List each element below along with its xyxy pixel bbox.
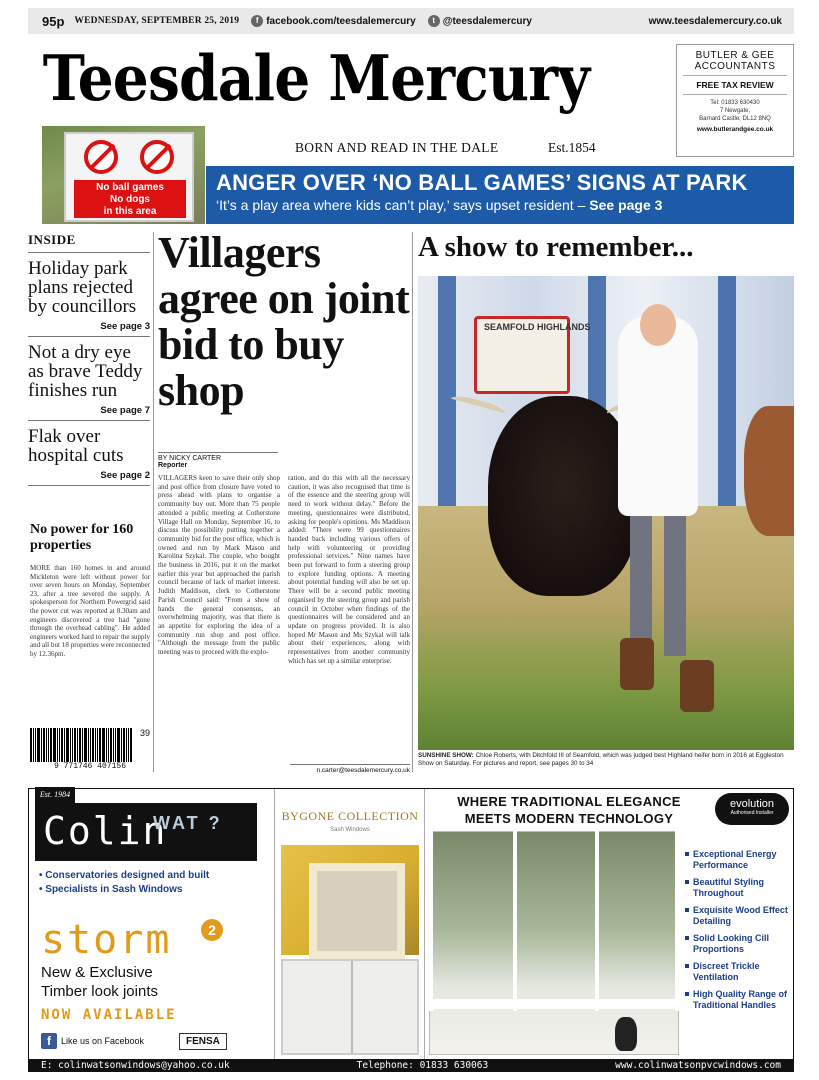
sign-board: [64, 132, 194, 222]
window-photo: [429, 831, 679, 1055]
barcode-bar: [126, 728, 127, 762]
fensa-logo: FENSA: [179, 1033, 227, 1050]
show-board-text: SEAMFOLD HIGHLANDS: [484, 322, 591, 332]
barcode-bar: [92, 728, 94, 762]
banner-see-page: See page 3: [589, 197, 663, 213]
barcode-bar: [121, 728, 122, 762]
barcode-bar: [113, 728, 114, 762]
sign-text: No ball games No dogs in this area: [74, 180, 186, 218]
story-column: ration, and do this with all the necessary caution, it was also recognised that time is of the essence and the steering group will need to work without delay." Before the meeting, questionnaires were distributed, asking for people's opinions. Ms Maddison added: "There were 99 questionnaires handed back including various offers of help with volunteering or providing professional services." Nine names have been put forward to form a steering group to explore funding options. A meeting about potential funding will also be set up. There will be a second public meeting organised by the steering group and parish council in October when findings of the questionnaires will be considered and an update on progress provided. It is also hoped Mr Mason and Ms Szykal will talk about their experiences, along with representatives from another community which has set up a similar enterprise.: [288, 474, 410, 665]
barcode-bar: [102, 728, 105, 762]
advert-bullets: • Conservatories designed and built • Specialists in Sash Windows: [39, 870, 210, 895]
barcode-bar: [74, 728, 76, 762]
lead-banner[interactable]: [206, 166, 794, 224]
twitter-icon: t: [428, 15, 440, 27]
website-link[interactable]: www.teesdalemercury.co.uk: [648, 15, 782, 27]
barcode-bar: [95, 728, 96, 762]
est-badge: Est. 1984: [35, 787, 75, 803]
barcode-bar: [66, 728, 69, 762]
barcode-bar: [82, 728, 83, 762]
barcode: [30, 728, 150, 776]
byline-role: Reporter: [158, 462, 188, 469]
column-divider: [412, 232, 413, 772]
availability: NOW AVAILABLE: [41, 1007, 177, 1023]
feature-item: Discreet Trickle Ventilation: [685, 961, 793, 982]
barcode-bar: [70, 728, 71, 762]
advert-phone[interactable]: Telephone: 01833 630063: [356, 1060, 489, 1071]
photo-caption: SUNSHINE SHOW: Chloe Roberts, with Ditchfold III of Seamfold, which was judged best Highland heifer born in 2016 at Eggleston Show on Saturday. For pictures and report, see pages 30 to 34: [418, 752, 784, 767]
feature-item: Exquisite Wood Effect Detailing: [685, 905, 793, 926]
feature-item: Exceptional Energy Performance: [685, 849, 793, 870]
advertiser-website: www.butlerandgee.co.uk: [696, 126, 774, 133]
barcode-bar: [108, 728, 109, 762]
top-info-bar: [28, 8, 794, 34]
product-tagline: New & Exclusive Timber look joints: [41, 964, 158, 1000]
handler: [618, 316, 698, 516]
byline: BY NICKY CARTER Reporter: [158, 452, 278, 469]
reporter-email[interactable]: n.carter@teesdalemercury.co.uk: [290, 764, 410, 774]
barcode-bar: [61, 728, 63, 762]
feature-item: High Quality Range of Traditional Handles: [685, 989, 793, 1010]
bottom-advert[interactable]: [28, 788, 794, 1072]
feature-item: Beautiful Styling Throughout: [685, 877, 793, 898]
barcode-bar: [79, 728, 81, 762]
newspaper-title: Teesdale Mercury: [42, 41, 590, 115]
side-story-body: MORE than 160 homes in and around Mickleton were left without power for over seven hours on Monday, September 23, after a tree severed the supply. A spokesperson for Northern Powergrid said the power cut was reported at 8.30am and engineers discovered a tree had "gone through the overhead cabling". He added engineers worked hard to repair the supply and all but 18 properties were reconnected by 12.36pm.: [30, 564, 150, 658]
barcode-bar: [72, 728, 73, 762]
barcode-bars: [30, 728, 150, 762]
no-dogs-icon: [140, 140, 174, 174]
collection-name: BYGONE COLLECTION: [281, 809, 419, 823]
barcode-bar: [128, 728, 129, 762]
advert-email[interactable]: E: colinwatsonwindows@yahoo.co.uk: [41, 1060, 230, 1071]
advert-headline: WHERE TRADITIONAL ELEGANCE MEETS MODERN TECHNOLOGY: [457, 794, 681, 826]
barcode-bar: [35, 728, 36, 762]
barcode-bar: [30, 728, 32, 762]
inside-item[interactable]: Holiday park plans rejected by councillors See page 3: [28, 253, 150, 337]
barcode-bar: [123, 728, 125, 762]
barcode-bar: [115, 728, 116, 762]
cover-price: 95p: [42, 13, 65, 29]
advertiser-address: Tel: 01833 630430 7 Newgate, Barnard Castle, DL12 8NQ: [699, 100, 771, 122]
barcode-bar: [106, 728, 107, 762]
masthead: [28, 40, 668, 116]
show-photo: [418, 276, 794, 750]
evolution-panel: [424, 789, 794, 1059]
barcode-bar: [48, 728, 49, 762]
colin-watson-panel: [29, 789, 274, 1059]
barcode-bar: [117, 728, 120, 762]
barcode-bar: [84, 728, 87, 762]
show-headline[interactable]: A show to remember...: [418, 231, 694, 263]
issue-number: 39: [139, 728, 150, 738]
barcode-bar: [59, 728, 60, 762]
barcode-bar: [90, 728, 91, 762]
product-mark: 2: [201, 919, 223, 941]
facebook-icon: f: [251, 15, 263, 27]
barcode-number: 9 771746 407156: [53, 762, 126, 771]
column-divider: [153, 232, 154, 772]
barcode-bar: [46, 728, 47, 762]
barcode-bar: [37, 728, 40, 762]
advertiser-offer: FREE TAX REVIEW: [683, 76, 787, 95]
barcode-bar: [110, 728, 112, 762]
inside-label: INSIDE: [28, 232, 150, 253]
inside-item[interactable]: Not a dry eye as brave Teddy finishes run See page 7: [28, 337, 150, 421]
advertiser-name: BUTLER & GEE: [695, 50, 775, 61]
main-story-body: [158, 474, 410, 665]
advert-footer: [29, 1059, 793, 1072]
barcode-bar: [64, 728, 65, 762]
barcode-bar: [88, 728, 89, 762]
highland-cow: [488, 396, 638, 596]
inside-item[interactable]: Flak over hospital cuts See page 2: [28, 421, 150, 486]
barcode-bar: [33, 728, 34, 762]
corner-advert[interactable]: [676, 44, 794, 157]
feature-list: [685, 849, 793, 1017]
no-ball-games-icon: [84, 140, 118, 174]
barcode-bar: [50, 728, 52, 762]
main-headline[interactable]: Villagers agree on joint bid to buy shop: [158, 228, 410, 415]
barcode-bar: [43, 728, 45, 762]
story-column: VILLAGERS keen to save their only shop and post office from closure have voted to press ahead with plans to organise a community buy out. More than 75 people attended a public meeting at Cotherstone Village Hall on Monday, September 16, to discuss the possibility putting together a community bid for the post office, which is owned and run by Mark Mason and Karolina Szykal. The couple, who bought the business in 2016, put it on the market earlier this year but approached the parish council because of lack of market interest. Judith Maddison, clerk to Cotherstone Parish Council said: "From a show of hands the general consensus, an overwhelming majority, was that there is an appetite for exploring the idea of a community run shop and post office. "Although the message from the public meeting was to proceed with the explo-: [158, 474, 280, 657]
slogan: BORN AND READ IN THE DALE: [295, 140, 499, 155]
bygone-panel: [274, 789, 424, 1059]
evolution-logo: evolution Authorised Installer: [715, 793, 789, 825]
brand-box: [35, 803, 257, 861]
twitter-link[interactable]: @teesdalemercury: [442, 15, 532, 27]
facebook-icon: f: [41, 1033, 57, 1049]
vase: [615, 1017, 637, 1051]
barcode-bar: [53, 728, 56, 762]
sash-window-photo: [281, 845, 419, 955]
barcode-bar: [99, 728, 101, 762]
facebook-like[interactable]: f Like us on Facebook: [41, 1033, 144, 1049]
established-year: Est.1854: [548, 140, 596, 155]
issue-date: WEDNESDAY, SEPTEMBER 25, 2019: [74, 16, 240, 26]
product-name: storm: [41, 917, 172, 963]
barcode-bar: [41, 728, 42, 762]
side-story-headline[interactable]: No power for 160 properties: [30, 522, 134, 553]
brand-main: Colin: [43, 809, 168, 853]
feature-item: Solid Looking Cill Proportions: [685, 933, 793, 954]
barcode-bar: [97, 728, 98, 762]
barcode-bar: [57, 728, 58, 762]
brand-second: WAT ?: [153, 813, 223, 833]
banner-subhead: ‘It’s a play area where kids can’t play,’ says upset resident – See page 3: [216, 197, 663, 213]
facebook-link[interactable]: facebook.com/teesdalemercury: [266, 15, 416, 27]
advert-website[interactable]: www.colinwatsonpvcwindows.com: [615, 1060, 781, 1071]
banner-headline: ANGER OVER ‘NO BALL GAMES’ SIGNS AT PARK: [216, 170, 748, 195]
inside-panel: [28, 232, 150, 486]
barcode-bar: [77, 728, 78, 762]
white-window-photo: [281, 959, 419, 1055]
advertiser-subtitle: ACCOUNTANTS: [683, 61, 787, 76]
sign-photo: [42, 126, 205, 224]
barcode-bar: [130, 728, 132, 762]
collection-sub: Sash Windows: [330, 827, 370, 833]
